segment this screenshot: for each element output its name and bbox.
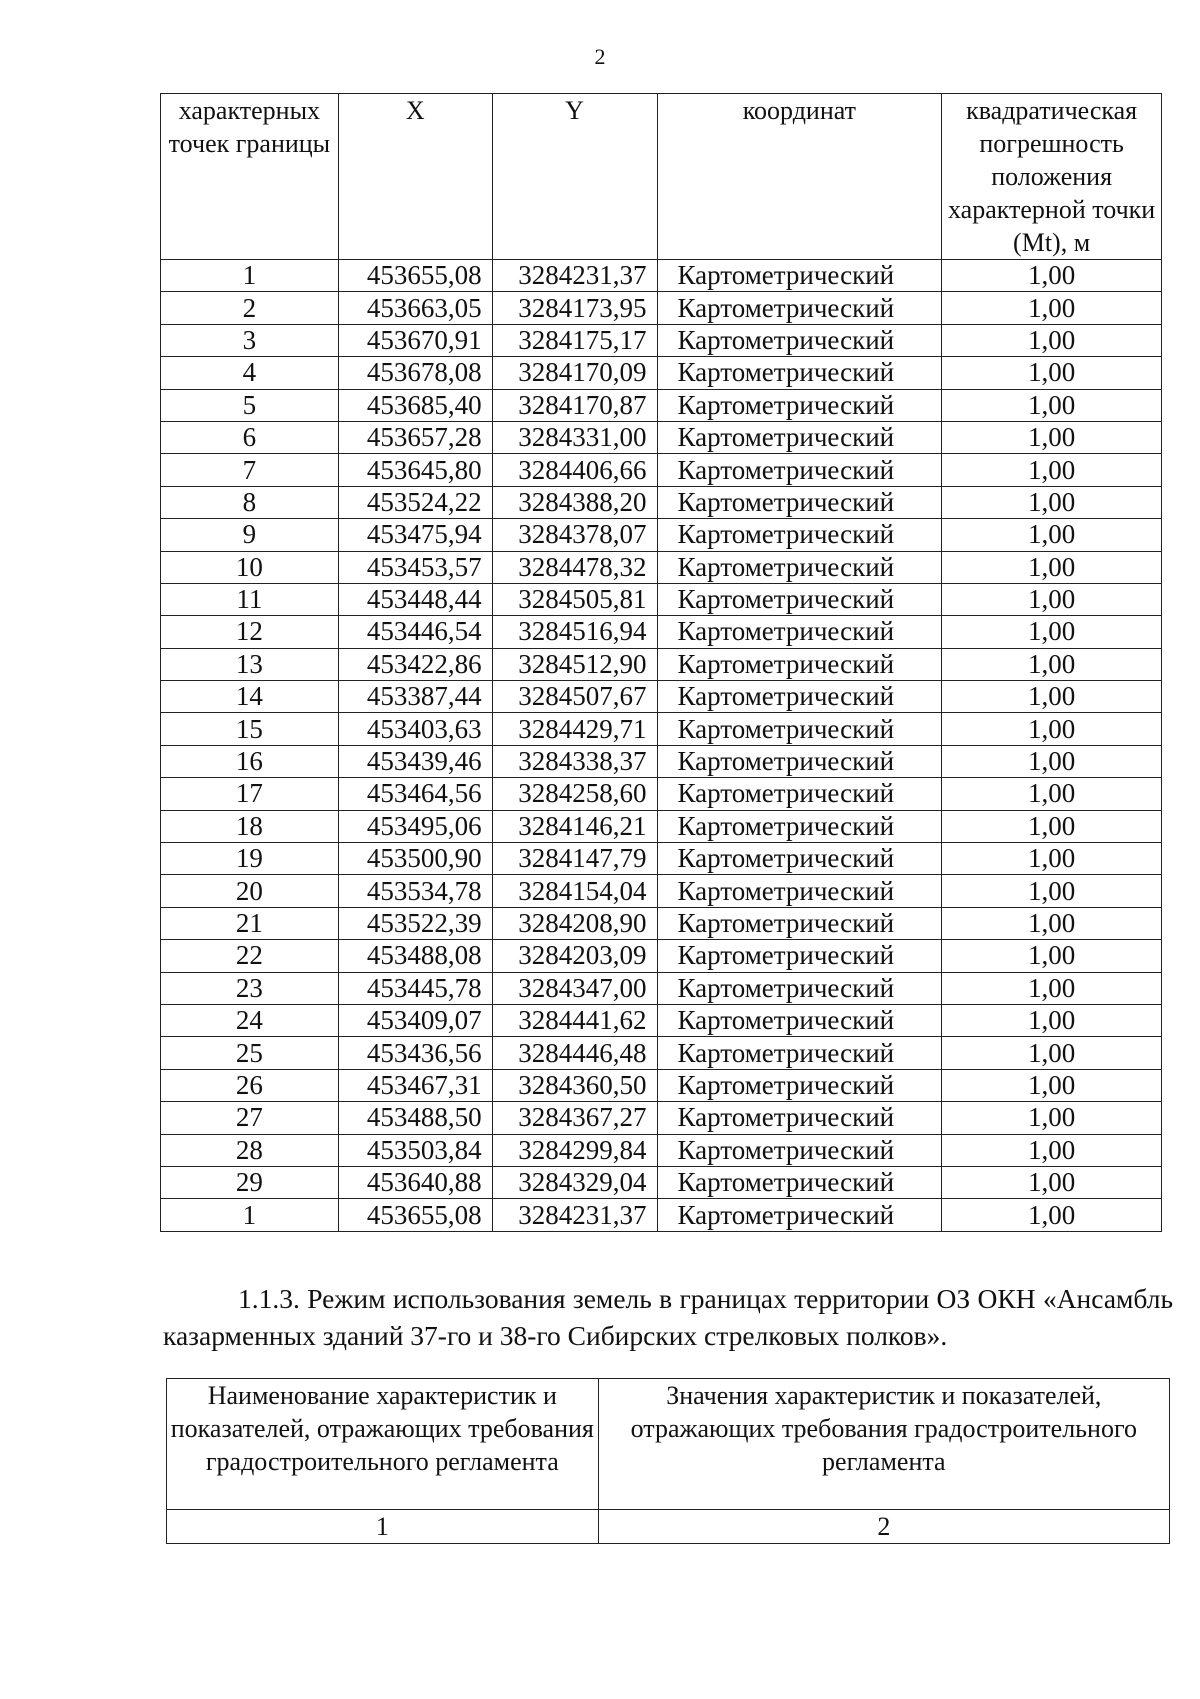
y-cell: 3284441,62 — [492, 1004, 657, 1036]
table-row — [161, 486, 1162, 518]
regulation-header-row — [167, 1379, 1170, 1510]
error-cell: 1,00 — [942, 389, 1162, 421]
x-cell: 453403,63 — [338, 713, 492, 745]
header-method: координат — [657, 94, 942, 260]
table-row — [161, 519, 1162, 551]
table-row — [161, 324, 1162, 356]
y-cell: 3284299,84 — [492, 1134, 657, 1166]
error-cell: 1,00 — [942, 1102, 1162, 1134]
error-cell: 1,00 — [942, 681, 1162, 713]
method-cell: Картометрический — [657, 1069, 942, 1101]
point-number-cell: 9 — [161, 519, 339, 551]
error-cell: 1,00 — [942, 519, 1162, 551]
column-index-1: 1 — [167, 1510, 599, 1544]
y-cell: 3284258,60 — [492, 778, 657, 810]
table-row — [161, 778, 1162, 810]
x-cell: 453524,22 — [338, 486, 492, 518]
point-number-cell: 11 — [161, 583, 339, 615]
point-number-cell: 10 — [161, 551, 339, 583]
error-cell: 1,00 — [942, 551, 1162, 583]
point-number-cell: 20 — [161, 875, 339, 907]
table-row — [161, 260, 1162, 292]
table-row — [161, 1069, 1162, 1101]
header-y: Y — [492, 94, 657, 260]
method-cell: Картометрический — [657, 389, 942, 421]
y-cell: 3284388,20 — [492, 486, 657, 518]
table-row — [161, 972, 1162, 1004]
error-cell: 1,00 — [942, 260, 1162, 292]
point-number-cell: 5 — [161, 389, 339, 421]
coordinates-body — [161, 260, 1162, 1232]
point-number-cell: 14 — [161, 681, 339, 713]
table-row — [161, 583, 1162, 615]
method-cell: Картометрический — [657, 1166, 942, 1198]
point-number-cell: 29 — [161, 1166, 339, 1198]
point-number-cell: 28 — [161, 1134, 339, 1166]
table-row — [161, 1134, 1162, 1166]
point-number-cell: 19 — [161, 843, 339, 875]
x-cell: 453522,39 — [338, 907, 492, 939]
method-cell: Картометрический — [657, 519, 942, 551]
coordinates-table — [160, 93, 1162, 1232]
error-cell: 1,00 — [942, 454, 1162, 486]
x-cell: 453422,86 — [338, 648, 492, 680]
error-cell: 1,00 — [942, 324, 1162, 356]
method-cell: Картометрический — [657, 616, 942, 648]
method-cell: Картометрический — [657, 357, 942, 389]
point-number-cell: 25 — [161, 1037, 339, 1069]
method-cell: Картометрический — [657, 1004, 942, 1036]
y-cell: 3284378,07 — [492, 519, 657, 551]
error-cell: 1,00 — [942, 907, 1162, 939]
table-row — [161, 713, 1162, 745]
error-cell: 1,00 — [942, 292, 1162, 324]
error-cell: 1,00 — [942, 940, 1162, 972]
table-row — [161, 681, 1162, 713]
method-cell: Картометрический — [657, 454, 942, 486]
header-values: Значения характеристик и показателей, отражающих требования градостроительного регламента — [598, 1379, 1169, 1510]
method-cell: Картометрический — [657, 810, 942, 842]
table-row — [161, 648, 1162, 680]
y-cell: 3284406,66 — [492, 454, 657, 486]
method-cell: Картометрический — [657, 1199, 942, 1231]
x-cell: 453387,44 — [338, 681, 492, 713]
point-number-cell: 21 — [161, 907, 339, 939]
error-cell: 1,00 — [942, 1199, 1162, 1231]
x-cell: 453439,46 — [338, 745, 492, 777]
point-number-cell: 7 — [161, 454, 339, 486]
method-cell: Картометрический — [657, 745, 942, 777]
method-cell: Картометрический — [657, 1134, 942, 1166]
method-cell: Картометрический — [657, 292, 942, 324]
table-row — [161, 1199, 1162, 1231]
x-cell: 453445,78 — [338, 972, 492, 1004]
point-number-cell: 1 — [161, 260, 339, 292]
point-number-cell: 12 — [161, 616, 339, 648]
y-cell: 3284208,90 — [492, 907, 657, 939]
method-cell: Картометрический — [657, 260, 942, 292]
method-cell: Картометрический — [657, 421, 942, 453]
table-row — [161, 745, 1162, 777]
x-cell: 453448,44 — [338, 583, 492, 615]
point-number-cell: 3 — [161, 324, 339, 356]
section-paragraph: 1.1.3. Режим использования земель в границах территории ОЗ ОКН «Ансамбль казарменных зданий 37-го и 38-го Сибирских стрелковых полков». — [163, 1283, 1173, 1351]
x-cell: 453655,08 — [338, 260, 492, 292]
method-cell: Картометрический — [657, 583, 942, 615]
x-cell: 453534,78 — [338, 875, 492, 907]
x-cell: 453655,08 — [338, 1199, 492, 1231]
method-cell: Картометрический — [657, 1102, 942, 1134]
x-cell: 453488,08 — [338, 940, 492, 972]
point-number-cell: 18 — [161, 810, 339, 842]
method-cell: Картометрический — [657, 681, 942, 713]
y-cell: 3284338,37 — [492, 745, 657, 777]
point-number-cell: 13 — [161, 648, 339, 680]
header-x: X — [338, 94, 492, 260]
method-cell: Картометрический — [657, 486, 942, 518]
point-number-cell: 24 — [161, 1004, 339, 1036]
x-cell: 453436,56 — [338, 1037, 492, 1069]
y-cell: 3284147,79 — [492, 843, 657, 875]
table-row — [161, 421, 1162, 453]
point-number-cell: 15 — [161, 713, 339, 745]
y-cell: 3284367,27 — [492, 1102, 657, 1134]
error-cell: 1,00 — [942, 1134, 1162, 1166]
point-number-cell: 27 — [161, 1102, 339, 1134]
point-number-cell: 16 — [161, 745, 339, 777]
table-row — [161, 1037, 1162, 1069]
point-number-cell: 22 — [161, 940, 339, 972]
page-number: 2 — [594, 44, 606, 69]
table-row — [161, 454, 1162, 486]
x-cell: 453495,06 — [338, 810, 492, 842]
table-row — [161, 551, 1162, 583]
y-cell: 3284231,37 — [492, 260, 657, 292]
table-row — [161, 1166, 1162, 1198]
method-cell: Картометрический — [657, 940, 942, 972]
table-row — [161, 875, 1162, 907]
method-cell: Картометрический — [657, 324, 942, 356]
x-cell: 453475,94 — [338, 519, 492, 551]
x-cell: 453678,08 — [338, 357, 492, 389]
x-cell: 453663,05 — [338, 292, 492, 324]
x-cell: 453685,40 — [338, 389, 492, 421]
error-cell: 1,00 — [942, 1004, 1162, 1036]
x-cell: 453446,54 — [338, 616, 492, 648]
table-row — [161, 389, 1162, 421]
x-cell: 453467,31 — [338, 1069, 492, 1101]
y-cell: 3284507,67 — [492, 681, 657, 713]
method-cell: Картометрический — [657, 843, 942, 875]
table-row — [161, 843, 1162, 875]
y-cell: 3284478,32 — [492, 551, 657, 583]
error-cell: 1,00 — [942, 616, 1162, 648]
error-cell: 1,00 — [942, 1037, 1162, 1069]
error-cell: 1,00 — [942, 1166, 1162, 1198]
y-cell: 3284331,00 — [492, 421, 657, 453]
error-cell: 1,00 — [942, 486, 1162, 518]
table-row — [161, 1004, 1162, 1036]
x-cell: 453500,90 — [338, 843, 492, 875]
header-error: квадратическая погрешность положения характерной точки (Mt), м — [942, 94, 1162, 260]
point-number-cell: 2 — [161, 292, 339, 324]
x-cell: 453640,88 — [338, 1166, 492, 1198]
regulation-index-row — [167, 1510, 1170, 1544]
y-cell: 3284170,87 — [492, 389, 657, 421]
method-cell: Картометрический — [657, 972, 942, 1004]
y-cell: 3284360,50 — [492, 1069, 657, 1101]
error-cell: 1,00 — [942, 745, 1162, 777]
table-row — [161, 357, 1162, 389]
point-number-cell: 4 — [161, 357, 339, 389]
column-index-2: 2 — [598, 1510, 1169, 1544]
y-cell: 3284173,95 — [492, 292, 657, 324]
x-cell: 453453,57 — [338, 551, 492, 583]
table-row — [161, 616, 1162, 648]
table-row — [161, 940, 1162, 972]
method-cell: Картометрический — [657, 648, 942, 680]
y-cell: 3284512,90 — [492, 648, 657, 680]
method-cell: Картометрический — [657, 875, 942, 907]
x-cell: 453488,50 — [338, 1102, 492, 1134]
error-cell: 1,00 — [942, 972, 1162, 1004]
y-cell: 3284446,48 — [492, 1037, 657, 1069]
table-row — [161, 1102, 1162, 1134]
table-row — [161, 810, 1162, 842]
regulation-table — [166, 1378, 1170, 1544]
error-cell: 1,00 — [942, 875, 1162, 907]
point-number-cell: 26 — [161, 1069, 339, 1101]
method-cell: Картометрический — [657, 551, 942, 583]
table-row — [161, 907, 1162, 939]
error-cell: 1,00 — [942, 583, 1162, 615]
header-characteristics: Наименование характеристик и показателей, отражающих требования градостроительного регламента — [167, 1379, 599, 1510]
y-cell: 3284231,37 — [492, 1199, 657, 1231]
y-cell: 3284203,09 — [492, 940, 657, 972]
method-cell: Картометрический — [657, 713, 942, 745]
error-cell: 1,00 — [942, 648, 1162, 680]
method-cell: Картометрический — [657, 907, 942, 939]
y-cell: 3284516,94 — [492, 616, 657, 648]
y-cell: 3284505,81 — [492, 583, 657, 615]
y-cell: 3284170,09 — [492, 357, 657, 389]
x-cell: 453464,56 — [338, 778, 492, 810]
error-cell: 1,00 — [942, 778, 1162, 810]
point-number-cell: 1 — [161, 1199, 339, 1231]
y-cell: 3284146,21 — [492, 810, 657, 842]
error-cell: 1,00 — [942, 1069, 1162, 1101]
header-point-number: характерных точек границы — [161, 94, 339, 260]
x-cell: 453657,28 — [338, 421, 492, 453]
error-cell: 1,00 — [942, 810, 1162, 842]
y-cell: 3284329,04 — [492, 1166, 657, 1198]
point-number-cell: 17 — [161, 778, 339, 810]
y-cell: 3284175,17 — [492, 324, 657, 356]
method-cell: Картометрический — [657, 1037, 942, 1069]
x-cell: 453503,84 — [338, 1134, 492, 1166]
y-cell: 3284347,00 — [492, 972, 657, 1004]
point-number-cell: 8 — [161, 486, 339, 518]
y-cell: 3284429,71 — [492, 713, 657, 745]
point-number-cell: 6 — [161, 421, 339, 453]
x-cell: 453645,80 — [338, 454, 492, 486]
point-number-cell: 23 — [161, 972, 339, 1004]
x-cell: 453670,91 — [338, 324, 492, 356]
error-cell: 1,00 — [942, 843, 1162, 875]
x-cell: 453409,07 — [338, 1004, 492, 1036]
error-cell: 1,00 — [942, 713, 1162, 745]
table-row — [161, 292, 1162, 324]
error-cell: 1,00 — [942, 421, 1162, 453]
y-cell: 3284154,04 — [492, 875, 657, 907]
error-cell: 1,00 — [942, 357, 1162, 389]
coordinates-header-row — [161, 94, 1162, 260]
method-cell: Картометрический — [657, 778, 942, 810]
